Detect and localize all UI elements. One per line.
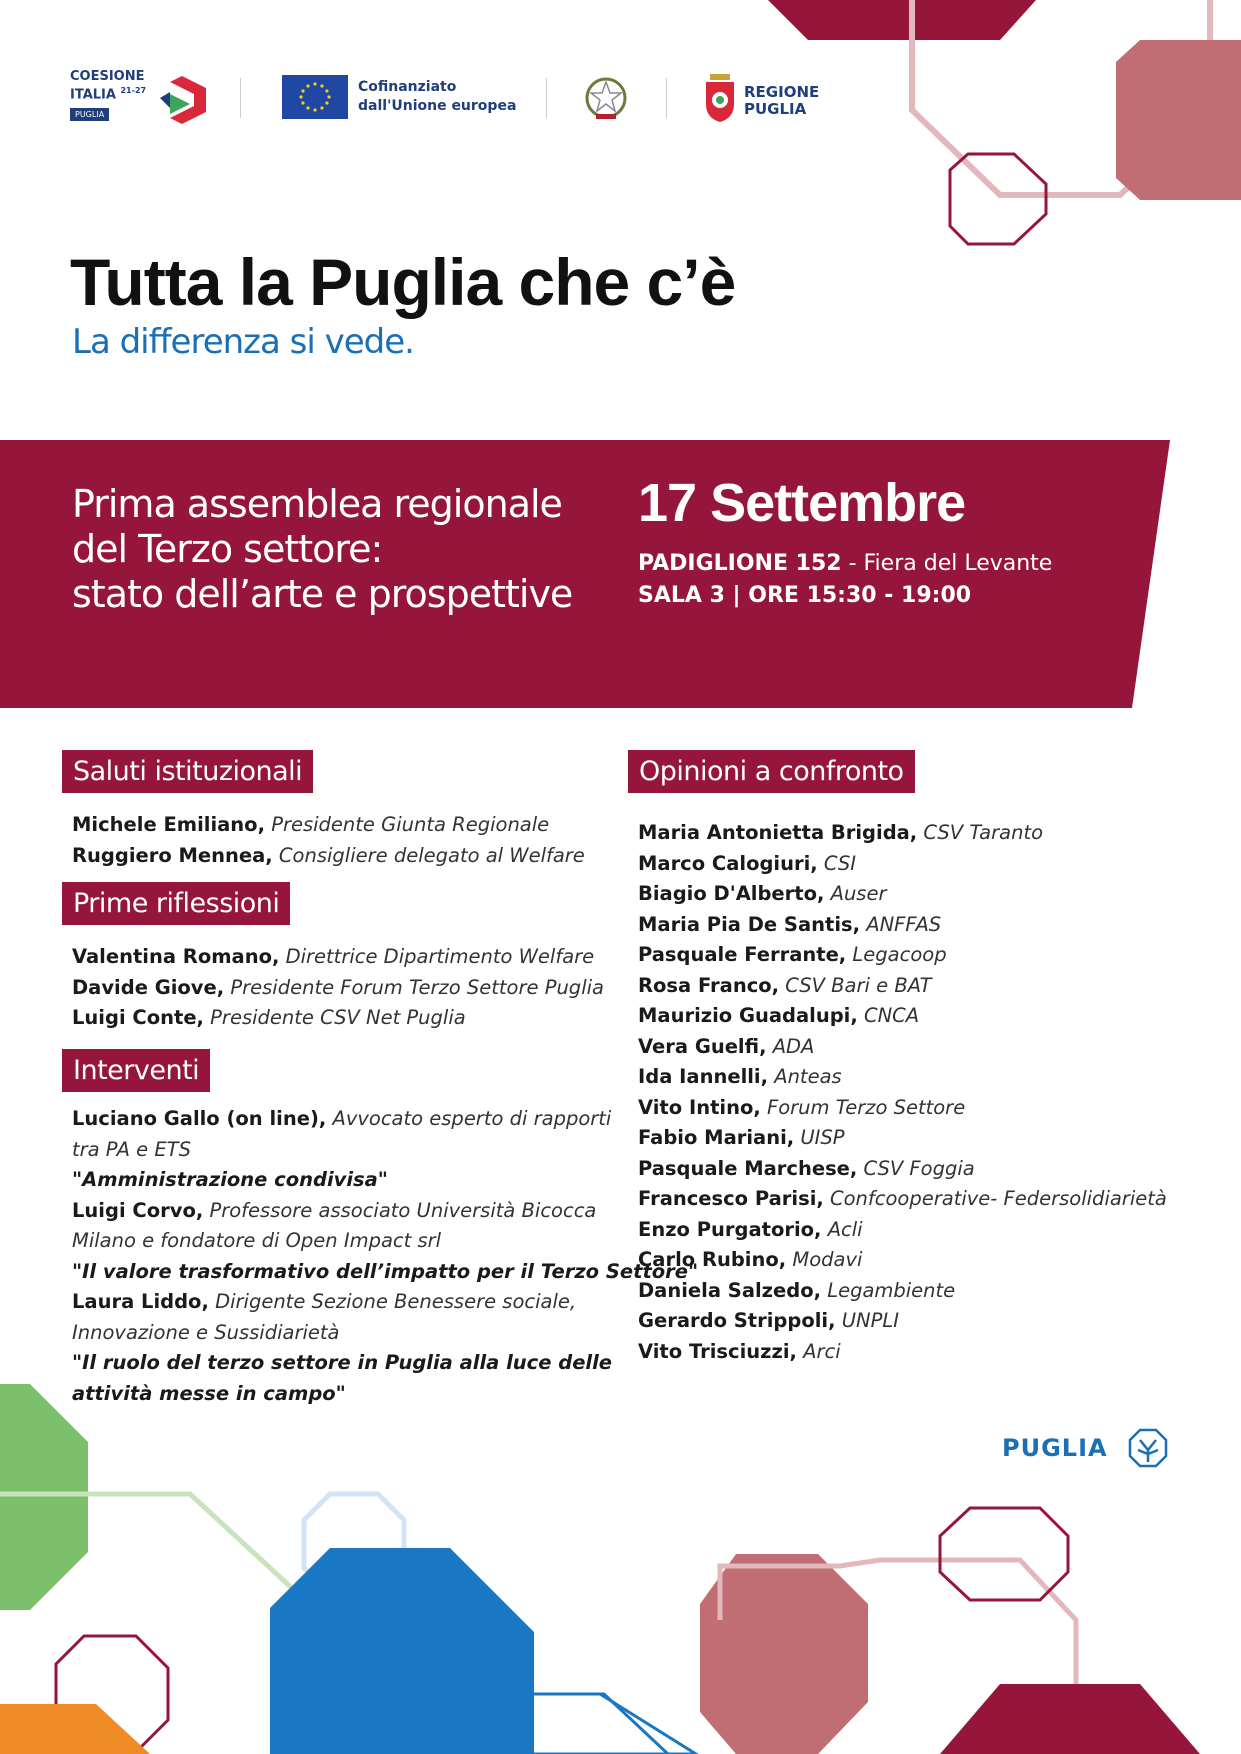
list-item	[638, 818, 1167, 849]
section-label-saluti: Saluti istituzionali	[62, 750, 313, 793]
speaker-name: Michele Emiliano,	[72, 813, 265, 836]
speaker-name: Davide Giove,	[72, 975, 225, 999]
header-separator	[546, 78, 547, 118]
list-item	[638, 910, 1167, 941]
participant-org: CNCA	[863, 1004, 920, 1027]
list-item	[72, 1196, 698, 1227]
speaker-role: Presidente CSV Net Puglia	[210, 1006, 466, 1029]
eu-text-line1: Cofinanziato	[358, 79, 457, 95]
header-separator	[240, 78, 241, 118]
participant-name: Maria Antonietta Brigida,	[638, 821, 918, 844]
speaker-role: Presidente Giunta Regionale	[271, 813, 550, 836]
participant-org: Modavi	[792, 1248, 863, 1271]
participant-org: ANFFAS	[866, 912, 942, 936]
venue-time	[638, 580, 1052, 612]
speaker-role: Dirigente Sezione Benessere sociale,	[215, 1290, 577, 1313]
bottom-crimson-shape	[940, 1684, 1200, 1754]
participant-name: Enzo Purgatorio,	[638, 1217, 822, 1241]
list-item	[638, 1062, 1167, 1093]
talk-title: "Amministrazione condivisa"	[72, 1168, 388, 1191]
list-item	[72, 810, 585, 841]
list-item	[638, 1306, 1167, 1337]
list-item	[72, 1104, 698, 1135]
interventi-list	[72, 1104, 698, 1409]
banner-heading	[72, 482, 632, 617]
puglia-tree-icon	[1128, 1428, 1168, 1468]
talk-title: "Il ruolo del terzo settore in Puglia alla luce delle	[72, 1351, 613, 1374]
coesione-italia-text: ITALIA	[70, 87, 116, 103]
header-separator	[666, 78, 667, 118]
venue-time-text: SALA 3 | ORE 15:30 - 19:00	[638, 583, 972, 608]
coesione-logo	[70, 70, 210, 126]
participant-org: Legacoop	[852, 943, 947, 966]
speaker-role-cont: Milano e fondatore di Open Impact srl	[72, 1229, 442, 1252]
participant-name: Ida Iannelli,	[638, 1065, 769, 1088]
list-item	[638, 879, 1167, 910]
list-item	[72, 1003, 604, 1034]
participant-name: Maurizio Guadalupi,	[638, 1004, 858, 1027]
eu-cofinanced-text	[358, 78, 516, 116]
participant-name: Marco Calogiuri,	[638, 851, 818, 875]
speaker-name: Laura Liddo,	[72, 1290, 209, 1313]
participant-name: Carlo Rubino,	[638, 1248, 787, 1271]
participant-org: Acli	[827, 1217, 863, 1241]
list-item	[638, 1337, 1167, 1368]
participant-org: Forum Terzo Settore	[766, 1095, 966, 1119]
participant-name: Maria Pia De Santis,	[638, 912, 861, 936]
bottom-outline-octagon	[940, 1508, 1068, 1600]
participant-org: CSV Taranto	[923, 821, 1044, 844]
list-item	[638, 849, 1167, 880]
list-item	[72, 841, 585, 872]
participant-name: Daniela Salzedo,	[638, 1278, 821, 1302]
talk-title: "Il valore trasformativo dell’impatto per il Terzo Settore"	[72, 1259, 699, 1283]
participant-org: Legambiente	[827, 1278, 956, 1302]
regione-shield-icon	[704, 74, 736, 122]
participant-name: Fabio Mariani,	[638, 1126, 795, 1149]
list-item	[72, 942, 604, 973]
speaker-name: Luigi Conte,	[72, 1006, 204, 1029]
venue-fair: - Fiera del Levante	[841, 551, 1053, 576]
participant-name: Vito Intino,	[638, 1095, 761, 1119]
speaker-role-cont: Innovazione e Sussidiarietà	[72, 1320, 340, 1344]
top-outline-octagon	[950, 154, 1046, 244]
page-subtitle: La differenza si vede.	[72, 322, 414, 362]
participant-org: UNPLI	[841, 1309, 899, 1332]
speaker-role: Presidente Forum Terzo Settore Puglia	[230, 975, 604, 999]
participant-name: Gerardo Strippoli,	[638, 1309, 836, 1332]
event-date: 17 Settembre	[638, 473, 966, 533]
speaker-name: Luigi Corvo,	[72, 1198, 204, 1222]
eu-flag-icon	[282, 75, 348, 119]
participant-name: Biagio D'Alberto,	[638, 882, 825, 905]
list-item	[638, 1245, 1167, 1276]
list-item	[638, 1001, 1167, 1032]
participant-name: Rosa Franco,	[638, 973, 780, 997]
prime-list	[72, 942, 604, 1034]
participant-name: Vera Guelfi,	[638, 1034, 767, 1058]
section-label-interventi: Interventi	[62, 1049, 210, 1092]
speaker-name: Valentina Romano,	[72, 945, 280, 968]
banner-line: del Terzo settore:	[72, 527, 383, 571]
speaker-role: Professore associato Università Bicocca	[209, 1198, 597, 1222]
coesione-tag: PUGLIA	[70, 108, 109, 121]
list-item	[72, 1287, 698, 1318]
blue-octagon	[270, 1548, 534, 1754]
participant-org: ADA	[772, 1034, 815, 1058]
orange-shape	[0, 1704, 150, 1754]
regione-text-line1: REGIONE	[744, 83, 820, 101]
italian-emblem-icon	[584, 74, 628, 122]
list-item	[638, 1093, 1167, 1124]
participant-org: Anteas	[774, 1065, 842, 1088]
participant-name: Francesco Parisi,	[638, 1187, 824, 1210]
section-label-prime: Prime riflessioni	[62, 882, 290, 925]
section-interventi	[62, 1055, 210, 1086]
venue-line	[638, 548, 1052, 580]
participant-org: CSI	[823, 851, 857, 875]
participant-org: UISP	[800, 1126, 845, 1149]
participant-org: CSV Bari e BAT	[785, 973, 932, 997]
coesione-mark-icon	[156, 72, 212, 124]
section-saluti	[62, 756, 313, 787]
speaker-name: Ruggiero Mennea,	[72, 843, 273, 867]
list-item	[638, 940, 1167, 971]
banner-line: stato dell’arte e prospettive	[72, 572, 573, 616]
section-opinioni	[628, 756, 915, 787]
banner-line: Prima assemblea regionale	[72, 482, 562, 526]
top-crimson-hexagon	[768, 0, 1036, 40]
speaker-name: Luciano Gallo (on line),	[72, 1107, 327, 1130]
participant-name: Pasquale Marchese,	[638, 1156, 858, 1180]
event-venue	[638, 548, 1052, 612]
section-label-opinioni: Opinioni a confronto	[628, 750, 915, 793]
list-item	[72, 973, 604, 1004]
bottom-rose-octagon	[700, 1554, 868, 1754]
list-item	[638, 1032, 1167, 1063]
talk-title-cont: attività messe in campo"	[72, 1381, 346, 1405]
participant-name: Pasquale Ferrante,	[638, 943, 847, 966]
coesione-years: 21-27	[120, 86, 147, 95]
coesione-text: COESIONE	[70, 69, 145, 84]
list-item	[638, 971, 1167, 1002]
saluti-list	[72, 810, 585, 871]
regione-text-line2: PUGLIA	[744, 100, 807, 118]
speaker-role: Avvocato esperto di rapporti	[332, 1107, 612, 1130]
venue-pavilion: PADIGLIONE 152	[638, 551, 842, 576]
footer-brand: PUGLIA	[1002, 1434, 1108, 1462]
top-rose-octagon	[1116, 40, 1241, 200]
list-item	[638, 1184, 1167, 1215]
green-octagon	[0, 1384, 88, 1610]
page-title: Tutta la Puglia che c’è	[70, 245, 736, 319]
participant-org: Auser	[830, 882, 887, 905]
participant-org: Arci	[803, 1339, 841, 1363]
speaker-role: Direttrice Dipartimento Welfare	[285, 945, 595, 968]
eu-text-line2: dall'Unione europea	[358, 98, 517, 114]
section-prime	[62, 888, 290, 919]
participant-name: Vito Trisciuzzi,	[638, 1339, 797, 1363]
opinioni-list	[638, 818, 1167, 1367]
participant-org: CSV Foggia	[863, 1156, 975, 1180]
list-item	[638, 1123, 1167, 1154]
speaker-role: Consigliere delegato al Welfare	[278, 843, 585, 867]
speaker-role-cont: tra PA e ETS	[72, 1137, 191, 1161]
regione-puglia-text	[744, 84, 819, 118]
participant-org: Confcooperative- Federsolidiarietà	[830, 1187, 1167, 1210]
list-item	[638, 1276, 1167, 1307]
list-item	[638, 1154, 1167, 1185]
list-item	[638, 1215, 1167, 1246]
